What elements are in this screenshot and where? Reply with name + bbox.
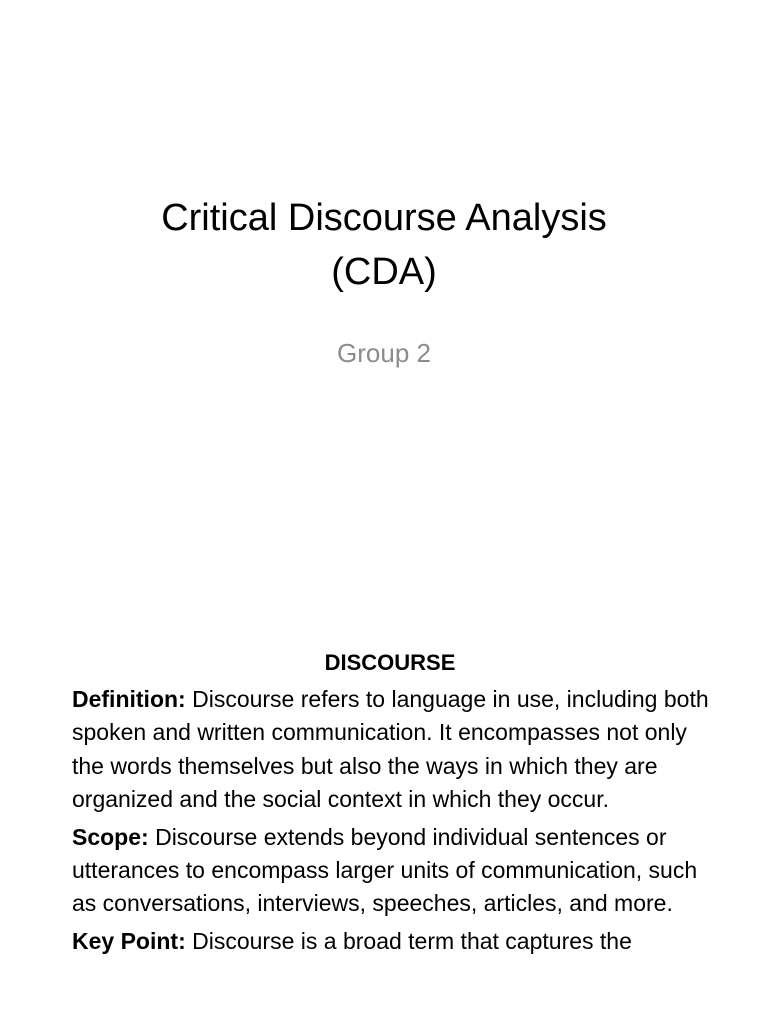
slide-title-line-1: Critical Discourse Analysis: [161, 197, 607, 239]
definition-label: Definition:: [72, 686, 186, 712]
definition-paragraph: [72, 683, 722, 817]
definition-text: Discourse refers to language in use, including both spoken and written communication. It encompasses not only the words themselves but also the ways in which they are organized and the social context in which they occur.: [72, 686, 709, 813]
key-point-label: Key Point:: [72, 927, 186, 954]
slide-subtitle: Group 2: [337, 338, 431, 368]
key-point-text: Discourse is a broad term that captures the: [185, 927, 632, 954]
section-heading: DISCOURSE: [324, 650, 456, 675]
slide-title: [0, 191, 768, 299]
key-point-paragraph: [72, 925, 722, 958]
scope-label: Scope:: [72, 823, 149, 850]
scope-text: Discourse extends beyond individual sentences or utterances to encompass larger units of communication, such as conversations, interviews, speeches, articles, and more.: [72, 823, 698, 917]
scope-paragraph: [72, 821, 722, 921]
slide-title-line-2: (CDA): [331, 251, 437, 293]
discourse-slide: [0, 620, 768, 1024]
section-body: [72, 683, 722, 962]
